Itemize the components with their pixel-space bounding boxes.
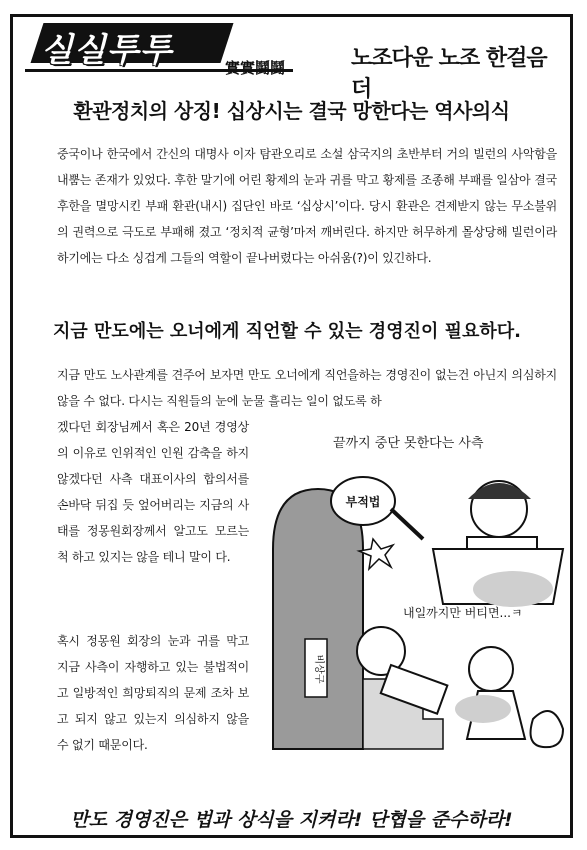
door-shape [273, 489, 363, 749]
cartoon-caption-bottom: 내일까지만 버티면...ㅋ [403, 606, 523, 620]
bundle-bag [531, 711, 563, 747]
page-frame [10, 14, 573, 838]
hammer-label: 부적법 [345, 495, 381, 509]
headline-1: 환관정치의 상징! 십상시는 결국 망한다는 역사의식 [73, 99, 510, 123]
paragraph-3: 겠다던 회장님께서 혹은 20년 경영상의 이유로 인위적인 인원 감축을 하지 않겠다던 사측 대표이사의 합의서를 손바닥 뒤집 듯 엎어버리는 지금의 사태를 정몽원회장께서 알고도 모르는 척 하고 있지는 않을 테니 말이 다. [57, 420, 249, 564]
paragraph-1: 중국이나 한국에서 간신의 대명사 이자 탐관오리로 소설 삼국지의 초반부터 거의 빌런의 사악함을 내뿜는 존재가 있었다. 후한 말기에 어린 황제의 눈과 귀를 막고 황제를 조종해 부패를 일삼아 결국 후한을 멸망시킨 부패 환관(내시) 집단인 바로 ‘십상시’이다. 당시 환관은 견제받지 않는 무소불위의 권력으로 극도로 부패해 졌고 ‘정치적 균형’마저 깨버린다. 하지만 허무하게 몰상당해 빌런이라 하기에는 다소 싱겁게 그들의 역할이 끝나버렸다는 아쉬움(?)이 있긴하다. [57, 147, 557, 265]
logo: 실실투투 [41, 30, 173, 69]
boss-hat [468, 483, 531, 499]
headline-2: 지금 만도에는 오너에게 직언할 수 있는 경영진이 필요하다. [53, 321, 522, 342]
logo-hanja: 實實鬪鬪 [225, 59, 286, 77]
paragraph-2: 지금 만도 노사관계를 견주어 보자면 만도 오너에게 직언을하는 경영진이 없는건 아닌지 의심하지 않을 수 없다. 다시는 직원들의 눈에 눈물 흘리는 일이 없도록 하 [57, 368, 557, 408]
blur-patch-2 [455, 695, 511, 723]
worker-head [469, 647, 513, 691]
impact-star [359, 539, 393, 569]
cartoon-caption-top: 끝까지 중단 못한다는 사측 [333, 436, 484, 451]
cartoon-svg [263, 429, 573, 759]
cartoon-illustration [263, 429, 573, 759]
door-label: 비상구 [313, 654, 324, 684]
blur-patch [473, 571, 553, 607]
hammer-handle [391, 509, 423, 539]
header-slogan: 노조다운 노조 한걸음 더 [351, 46, 547, 102]
final-slogan: 만도 경영진은 법과 상식을 지켜라! 단협을 준수하라! [70, 809, 513, 831]
paragraph-4: 혹시 정몽원 회장의 눈과 귀를 막고 지금 사측이 자행하고 있는 불법적이고 일방적인 희망퇴직의 문제 조차 보고 되지 않고 있는지 의심하지 않을 수 없기 때문이다. [57, 634, 249, 752]
header [13, 17, 570, 102]
